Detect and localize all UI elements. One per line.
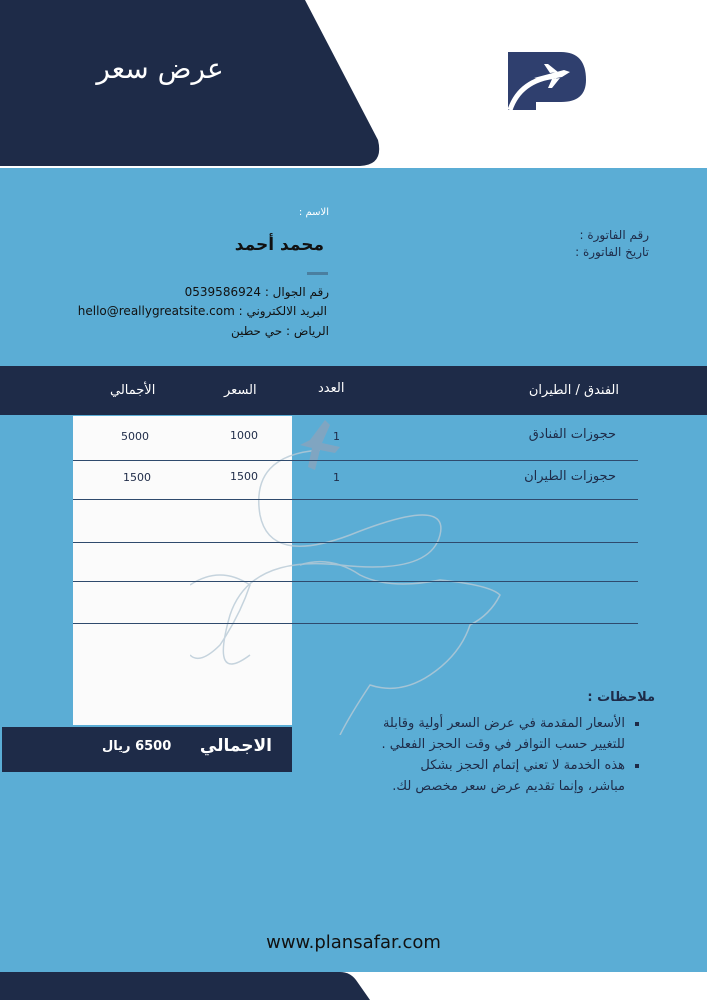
- row-item: حجوزات الطيران: [524, 469, 616, 484]
- client-phone: رقم الجوال : 0539586924: [184, 285, 329, 299]
- page-title: عرض سعر: [96, 52, 224, 85]
- note-item: ▪ الأسعار المقدمة في عرض السعر أولية وقابلة للتغيير حسب التوافر في وقت الحجز الفعلي .: [380, 713, 625, 755]
- row-total: 1500: [123, 471, 151, 484]
- row-qty: 1: [333, 471, 340, 484]
- divider: [307, 272, 328, 275]
- row-divider: [73, 460, 638, 461]
- row-divider: [73, 623, 638, 624]
- note-item: ▪ هذه الخدمة لا تعني إتمام الحجز بشكل مباشر، وإنما تقديم عرض سعر مخصص لك.: [380, 755, 625, 797]
- total-value: 6500 ريال: [102, 739, 172, 754]
- row-total: 5000: [121, 430, 149, 443]
- row-item: حجوزات الفنادق: [528, 427, 616, 442]
- invoice-date-label: تاريخ الفاتورة :: [575, 245, 649, 259]
- row-divider: [73, 542, 638, 543]
- total-label: الاجمالي: [199, 736, 272, 756]
- row-qty: 1: [333, 430, 340, 443]
- row-price: 1000: [230, 429, 258, 442]
- client-name: محمد أحمد: [234, 235, 324, 255]
- world-map-watermark: [190, 415, 530, 735]
- col-price: السعر: [224, 383, 257, 398]
- client-email: البريد الالكتروني : hello@reallygreatsite.com: [77, 304, 327, 318]
- name-label: الاسم :: [298, 207, 329, 218]
- header-shape: [0, 0, 385, 170]
- client-address: الرياض : حي حطين: [230, 324, 329, 338]
- table-header: [0, 366, 707, 415]
- website-link[interactable]: www.plansafar.com: [266, 932, 441, 953]
- notes-section: [380, 690, 655, 797]
- row-divider: [73, 499, 638, 500]
- row-price: 1500: [230, 470, 258, 483]
- notes-title: ملاحظات :: [587, 690, 655, 705]
- col-item: الفندق / الطيران: [528, 383, 619, 398]
- logo-plane-icon: [506, 50, 588, 112]
- col-total: الأجمالي: [110, 383, 156, 398]
- row-divider: [73, 581, 638, 582]
- col-qty: العدد: [318, 381, 345, 396]
- invoice-number-label: رقم الفاتورة :: [579, 228, 649, 242]
- grand-total-bar: [2, 727, 292, 772]
- footer-shape: [0, 972, 380, 1000]
